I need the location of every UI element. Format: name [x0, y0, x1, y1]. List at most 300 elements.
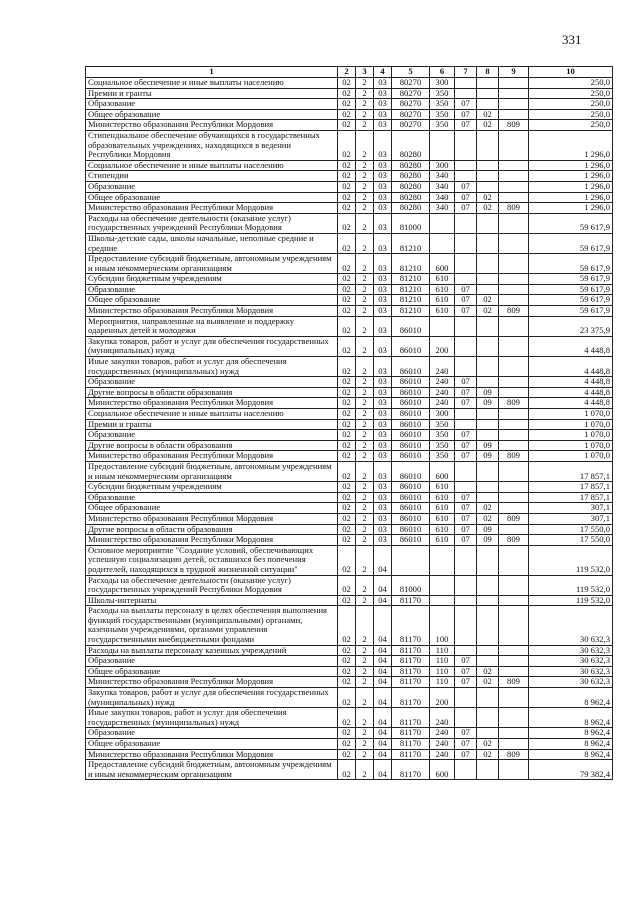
row-description: Иные закупки товаров, работ и услуг для обеспечения государственных (муниципальных) нужд: [86, 708, 338, 728]
cell-col-6: 110: [430, 656, 455, 667]
row-description: Предоставление субсидий бюджетным, автономным учреждениям и иным некоммерческим организациям: [86, 461, 338, 481]
column-header: 4: [374, 67, 392, 78]
table-row: [86, 120, 613, 131]
cell-col-8: [477, 316, 499, 336]
cell-col-7: 07: [455, 295, 477, 306]
row-description: Расходы на выплаты персоналу казенных учреждений: [86, 645, 338, 656]
cell-col-2: 02: [338, 377, 356, 388]
table-row: [86, 88, 613, 99]
row-description: Расходы на обеспечение деятельности (оказание услуг) государственных учреждений Республики Мордовия: [86, 213, 338, 233]
cell-col-3: 2: [356, 284, 374, 295]
row-amount: 59 617,9: [529, 274, 613, 285]
cell-col-8: [477, 645, 499, 656]
cell-col-8: [477, 213, 499, 233]
cell-col-9: [499, 99, 529, 110]
column-header: 7: [455, 67, 477, 78]
table-row: [86, 192, 613, 203]
row-amount: 17 857,1: [529, 492, 613, 503]
cell-col-7: 07: [455, 387, 477, 398]
table-row: [86, 606, 613, 645]
cell-col-8: 02: [477, 120, 499, 131]
cell-col-2: 02: [338, 409, 356, 420]
cell-col-8: [477, 160, 499, 171]
cell-col-2: 02: [338, 645, 356, 656]
cell-col-3: 2: [356, 203, 374, 214]
cell-col-2: 02: [338, 595, 356, 606]
row-amount: 250,0: [529, 109, 613, 120]
row-description: Образование: [86, 656, 338, 667]
cell-col-4: 04: [374, 749, 392, 760]
cell-col-2: 02: [338, 306, 356, 317]
cell-col-3: 2: [356, 513, 374, 524]
cell-col-2: 02: [338, 387, 356, 398]
cell-col-9: [499, 482, 529, 493]
cell-col-9: 809: [499, 535, 529, 546]
cell-col-9: [499, 739, 529, 750]
cell-col-3: 2: [356, 306, 374, 317]
cell-col-3: 2: [356, 461, 374, 481]
cell-col-6: 340: [430, 171, 455, 182]
cell-col-6: 300: [430, 78, 455, 89]
row-amount: 59 617,9: [529, 213, 613, 233]
cell-col-5: 86010: [392, 398, 430, 409]
cell-col-3: 2: [356, 192, 374, 203]
cell-col-7: 07: [455, 503, 477, 514]
cell-col-9: [499, 666, 529, 677]
table-row: [86, 181, 613, 192]
cell-col-3: 2: [356, 88, 374, 99]
cell-col-8: 09: [477, 387, 499, 398]
row-amount: 250,0: [529, 99, 613, 110]
cell-col-4: 03: [374, 233, 392, 253]
table-row: [86, 171, 613, 182]
cell-col-6: 610: [430, 274, 455, 285]
cell-col-2: 02: [338, 440, 356, 451]
row-description: Иные закупки товаров, работ и услуг для обеспечения государственных (муниципальных) нужд: [86, 357, 338, 377]
cell-col-7: [455, 595, 477, 606]
cell-col-6: 610: [430, 503, 455, 514]
cell-col-6: 600: [430, 461, 455, 481]
cell-col-5: 86010: [392, 461, 430, 481]
table-row: [86, 760, 613, 780]
cell-col-4: 03: [374, 409, 392, 420]
row-amount: 59 617,9: [529, 254, 613, 274]
cell-col-8: [477, 575, 499, 595]
cell-col-6: [430, 130, 455, 160]
row-amount: 1 296,0: [529, 203, 613, 214]
cell-col-4: 03: [374, 357, 392, 377]
cell-col-6: 600: [430, 760, 455, 780]
cell-col-2: 02: [338, 357, 356, 377]
row-description: Общее образование: [86, 192, 338, 203]
cell-col-8: 09: [477, 398, 499, 409]
cell-col-6: 350: [430, 99, 455, 110]
cell-col-7: 07: [455, 535, 477, 546]
cell-col-3: 2: [356, 419, 374, 430]
cell-col-9: [499, 545, 529, 575]
cell-col-2: 02: [338, 461, 356, 481]
row-amount: 1 070,0: [529, 440, 613, 451]
cell-col-7: [455, 171, 477, 182]
cell-col-4: 03: [374, 419, 392, 430]
table-row: [86, 461, 613, 481]
cell-col-8: [477, 78, 499, 89]
row-amount: 1 070,0: [529, 451, 613, 462]
row-amount: 4 448,8: [529, 336, 613, 356]
row-description: Министерство образования Республики Мордовия: [86, 535, 338, 546]
row-amount: 1 296,0: [529, 181, 613, 192]
cell-col-4: 03: [374, 171, 392, 182]
row-amount: 30 632,3: [529, 645, 613, 656]
cell-col-5: 80270: [392, 88, 430, 99]
cell-col-6: [430, 233, 455, 253]
cell-col-9: [499, 78, 529, 89]
cell-col-2: 02: [338, 284, 356, 295]
cell-col-8: 02: [477, 503, 499, 514]
cell-col-2: 02: [338, 749, 356, 760]
cell-col-4: 03: [374, 295, 392, 306]
cell-col-9: [499, 88, 529, 99]
row-amount: 8 962,4: [529, 749, 613, 760]
row-amount: 8 962,4: [529, 739, 613, 750]
cell-col-7: 07: [455, 109, 477, 120]
row-description: Другие вопросы в области образования: [86, 440, 338, 451]
column-header: 10: [529, 67, 613, 78]
cell-col-2: 02: [338, 760, 356, 780]
column-header: 6: [430, 67, 455, 78]
cell-col-8: [477, 545, 499, 575]
cell-col-3: 2: [356, 595, 374, 606]
cell-col-7: 07: [455, 524, 477, 535]
cell-col-9: [499, 130, 529, 160]
cell-col-2: 02: [338, 666, 356, 677]
cell-col-7: [455, 357, 477, 377]
cell-col-9: [499, 645, 529, 656]
row-amount: 59 617,9: [529, 306, 613, 317]
cell-col-5: 86010: [392, 451, 430, 462]
table-row: [86, 109, 613, 120]
cell-col-9: [499, 430, 529, 441]
column-header: 3: [356, 67, 374, 78]
cell-col-7: 07: [455, 739, 477, 750]
cell-col-3: 2: [356, 749, 374, 760]
cell-col-6: 340: [430, 181, 455, 192]
row-amount: 1 296,0: [529, 192, 613, 203]
table-row: [86, 503, 613, 514]
row-amount: 250,0: [529, 88, 613, 99]
cell-col-7: [455, 419, 477, 430]
cell-col-4: 03: [374, 503, 392, 514]
table-row: [86, 306, 613, 317]
cell-col-8: 09: [477, 524, 499, 535]
row-description: Школы-детские сады, школы начальные, неполные средние и средние: [86, 233, 338, 253]
cell-col-4: 03: [374, 109, 392, 120]
cell-col-6: 610: [430, 492, 455, 503]
cell-col-3: 2: [356, 524, 374, 535]
table-row: [86, 492, 613, 503]
cell-col-2: 02: [338, 213, 356, 233]
cell-col-4: 03: [374, 78, 392, 89]
cell-col-7: 07: [455, 192, 477, 203]
row-amount: 4 448,8: [529, 387, 613, 398]
cell-col-7: 07: [455, 666, 477, 677]
cell-col-4: 03: [374, 120, 392, 131]
row-description: Другие вопросы в области образования: [86, 387, 338, 398]
cell-col-8: 02: [477, 749, 499, 760]
cell-col-3: 2: [356, 171, 374, 182]
cell-col-5: 81210: [392, 233, 430, 253]
cell-col-4: 03: [374, 88, 392, 99]
row-amount: 250,0: [529, 78, 613, 89]
cell-col-6: 610: [430, 482, 455, 493]
cell-col-5: 81170: [392, 645, 430, 656]
table-row: [86, 749, 613, 760]
cell-col-4: 03: [374, 99, 392, 110]
cell-col-9: [499, 606, 529, 645]
table-row: [86, 440, 613, 451]
cell-col-8: [477, 254, 499, 274]
row-description: Общее образование: [86, 295, 338, 306]
cell-col-6: 350: [430, 88, 455, 99]
row-description: Закупка товаров, работ и услуг для обеспечения государственных (муниципальных) нужд: [86, 336, 338, 356]
cell-col-5: 81000: [392, 213, 430, 233]
cell-col-5: 81170: [392, 708, 430, 728]
cell-col-8: [477, 708, 499, 728]
cell-col-2: 02: [338, 656, 356, 667]
cell-col-5: 80280: [392, 181, 430, 192]
cell-col-2: 02: [338, 203, 356, 214]
cell-col-4: 03: [374, 306, 392, 317]
cell-col-9: [499, 192, 529, 203]
cell-col-2: 02: [338, 171, 356, 182]
cell-col-8: 02: [477, 306, 499, 317]
row-description: Основное мероприятие "Создание условий, обеспечивающих успешную социализацию детей, оставшихся без попечения родителей, находящихся в трудной жизненной ситуации": [86, 545, 338, 575]
table-row: [86, 419, 613, 430]
cell-col-7: [455, 213, 477, 233]
row-description: Расходы на обеспечение деятельности (оказание услуг) государственных учреждений Республики Мордовия: [86, 575, 338, 595]
cell-col-5: 86010: [392, 492, 430, 503]
cell-col-6: 610: [430, 535, 455, 546]
cell-col-8: [477, 181, 499, 192]
cell-col-6: 110: [430, 677, 455, 688]
cell-col-4: 03: [374, 274, 392, 285]
row-description: Министерство образования Республики Мордовия: [86, 203, 338, 214]
cell-col-2: 02: [338, 233, 356, 253]
cell-col-9: [499, 160, 529, 171]
row-description: Общее образование: [86, 109, 338, 120]
cell-col-3: 2: [356, 708, 374, 728]
cell-col-8: [477, 409, 499, 420]
table-row: [86, 377, 613, 388]
cell-col-8: 09: [477, 440, 499, 451]
row-amount: 1 070,0: [529, 430, 613, 441]
cell-col-8: [477, 492, 499, 503]
cell-col-8: [477, 377, 499, 388]
cell-col-3: 2: [356, 575, 374, 595]
cell-col-2: 02: [338, 513, 356, 524]
cell-col-5: 86010: [392, 513, 430, 524]
cell-col-5: 81170: [392, 728, 430, 739]
row-description: Социальное обеспечение и иные выплаты населению: [86, 78, 338, 89]
cell-col-7: 07: [455, 99, 477, 110]
cell-col-7: 07: [455, 284, 477, 295]
cell-col-9: [499, 377, 529, 388]
cell-col-4: 04: [374, 595, 392, 606]
cell-col-8: 02: [477, 295, 499, 306]
cell-col-9: [499, 419, 529, 430]
cell-col-6: [430, 213, 455, 233]
cell-col-7: [455, 130, 477, 160]
cell-col-9: [499, 440, 529, 451]
cell-col-8: [477, 88, 499, 99]
row-description: Премии и гранты: [86, 88, 338, 99]
cell-col-7: [455, 461, 477, 481]
cell-col-3: 2: [356, 377, 374, 388]
row-amount: 8 962,4: [529, 728, 613, 739]
cell-col-9: 809: [499, 203, 529, 214]
cell-col-5: 81210: [392, 284, 430, 295]
cell-col-7: 07: [455, 492, 477, 503]
cell-col-9: 809: [499, 451, 529, 462]
cell-col-2: 02: [338, 739, 356, 750]
row-amount: 17 550,0: [529, 535, 613, 546]
page-number: 331: [562, 32, 582, 47]
cell-col-2: 02: [338, 274, 356, 285]
cell-col-7: 07: [455, 306, 477, 317]
cell-col-3: 2: [356, 295, 374, 306]
cell-col-2: 02: [338, 451, 356, 462]
cell-col-2: 02: [338, 192, 356, 203]
cell-col-7: 07: [455, 181, 477, 192]
cell-col-3: 2: [356, 503, 374, 514]
cell-col-4: 03: [374, 524, 392, 535]
cell-col-2: 02: [338, 430, 356, 441]
cell-col-2: 02: [338, 688, 356, 708]
cell-col-4: 04: [374, 760, 392, 780]
cell-col-2: 02: [338, 503, 356, 514]
cell-col-3: 2: [356, 181, 374, 192]
cell-col-8: 02: [477, 513, 499, 524]
cell-col-6: 610: [430, 295, 455, 306]
cell-col-9: 809: [499, 513, 529, 524]
row-amount: 59 617,9: [529, 295, 613, 306]
cell-col-7: [455, 482, 477, 493]
row-description: Стипендиальное обеспечение обучающихся в государственных образовательных учреждениях, находящихся в ведении Республики Мордовия: [86, 130, 338, 160]
row-description: Субсидии бюджетным учреждениям: [86, 274, 338, 285]
row-description: Министерство образования Республики Мордовия: [86, 677, 338, 688]
cell-col-4: 04: [374, 545, 392, 575]
table-row: [86, 284, 613, 295]
cell-col-9: [499, 171, 529, 182]
column-header: 9: [499, 67, 529, 78]
cell-col-9: [499, 656, 529, 667]
table-row: [86, 213, 613, 233]
cell-col-4: 04: [374, 606, 392, 645]
table-row: [86, 451, 613, 462]
cell-col-7: 07: [455, 677, 477, 688]
cell-col-4: 03: [374, 213, 392, 233]
cell-col-7: [455, 575, 477, 595]
row-description: Общее образование: [86, 739, 338, 750]
cell-col-7: 07: [455, 749, 477, 760]
row-amount: 4 448,8: [529, 357, 613, 377]
cell-col-6: 240: [430, 398, 455, 409]
cell-col-6: 240: [430, 357, 455, 377]
row-description: Социальное обеспечение и иные выплаты населению: [86, 160, 338, 171]
cell-col-7: 07: [455, 398, 477, 409]
cell-col-5: 86010: [392, 430, 430, 441]
cell-col-4: 03: [374, 535, 392, 546]
cell-col-3: 2: [356, 606, 374, 645]
cell-col-6: 350: [430, 419, 455, 430]
cell-col-7: 07: [455, 451, 477, 462]
row-description: Министерство образования Республики Мордовия: [86, 306, 338, 317]
cell-col-6: 240: [430, 377, 455, 388]
table-row: [86, 78, 613, 89]
cell-col-5: 80280: [392, 192, 430, 203]
table-row: [86, 254, 613, 274]
row-description: Другие вопросы в области образования: [86, 524, 338, 535]
row-amount: 79 382,4: [529, 760, 613, 780]
table-row: [86, 688, 613, 708]
cell-col-3: 2: [356, 482, 374, 493]
cell-col-5: 80280: [392, 130, 430, 160]
cell-col-7: 07: [455, 430, 477, 441]
cell-col-5: 86010: [392, 440, 430, 451]
cell-col-8: [477, 430, 499, 441]
cell-col-6: 340: [430, 192, 455, 203]
cell-col-5: 86010: [392, 316, 430, 336]
cell-col-7: 07: [455, 656, 477, 667]
cell-col-4: 04: [374, 708, 392, 728]
cell-col-7: [455, 645, 477, 656]
row-description: Предоставление субсидий бюджетным, автономным учреждениям и иным некоммерческим организациям: [86, 254, 338, 274]
cell-col-9: [499, 760, 529, 780]
cell-col-6: 610: [430, 524, 455, 535]
cell-col-8: [477, 357, 499, 377]
cell-col-9: [499, 274, 529, 285]
cell-col-8: 02: [477, 677, 499, 688]
cell-col-5: 80280: [392, 171, 430, 182]
row-amount: 4 448,8: [529, 398, 613, 409]
cell-col-2: 02: [338, 254, 356, 274]
cell-col-4: 03: [374, 316, 392, 336]
cell-col-5: 81210: [392, 254, 430, 274]
cell-col-4: 04: [374, 739, 392, 750]
cell-col-5: 81170: [392, 595, 430, 606]
cell-col-4: 04: [374, 728, 392, 739]
row-description: Предоставление субсидий бюджетным, автономным учреждениям и иным некоммерческим организациям: [86, 760, 338, 780]
cell-col-7: 07: [455, 377, 477, 388]
cell-col-4: 03: [374, 461, 392, 481]
row-amount: 30 632,3: [529, 656, 613, 667]
row-description: Министерство образования Республики Мордовия: [86, 513, 338, 524]
table-row: [86, 595, 613, 606]
row-amount: 23 375,9: [529, 316, 613, 336]
row-description: Социальное обеспечение и иные выплаты населению: [86, 409, 338, 420]
cell-col-8: 02: [477, 192, 499, 203]
row-amount: 307,1: [529, 513, 613, 524]
cell-col-2: 02: [338, 88, 356, 99]
cell-col-9: 809: [499, 120, 529, 131]
cell-col-9: 809: [499, 306, 529, 317]
column-header: 5: [392, 67, 430, 78]
cell-col-7: [455, 160, 477, 171]
row-description: Образование: [86, 181, 338, 192]
row-description: Закупка товаров, работ и услуг для обеспечения государственных (муниципальных) нужд: [86, 688, 338, 708]
cell-col-8: 09: [477, 535, 499, 546]
cell-col-3: 2: [356, 492, 374, 503]
